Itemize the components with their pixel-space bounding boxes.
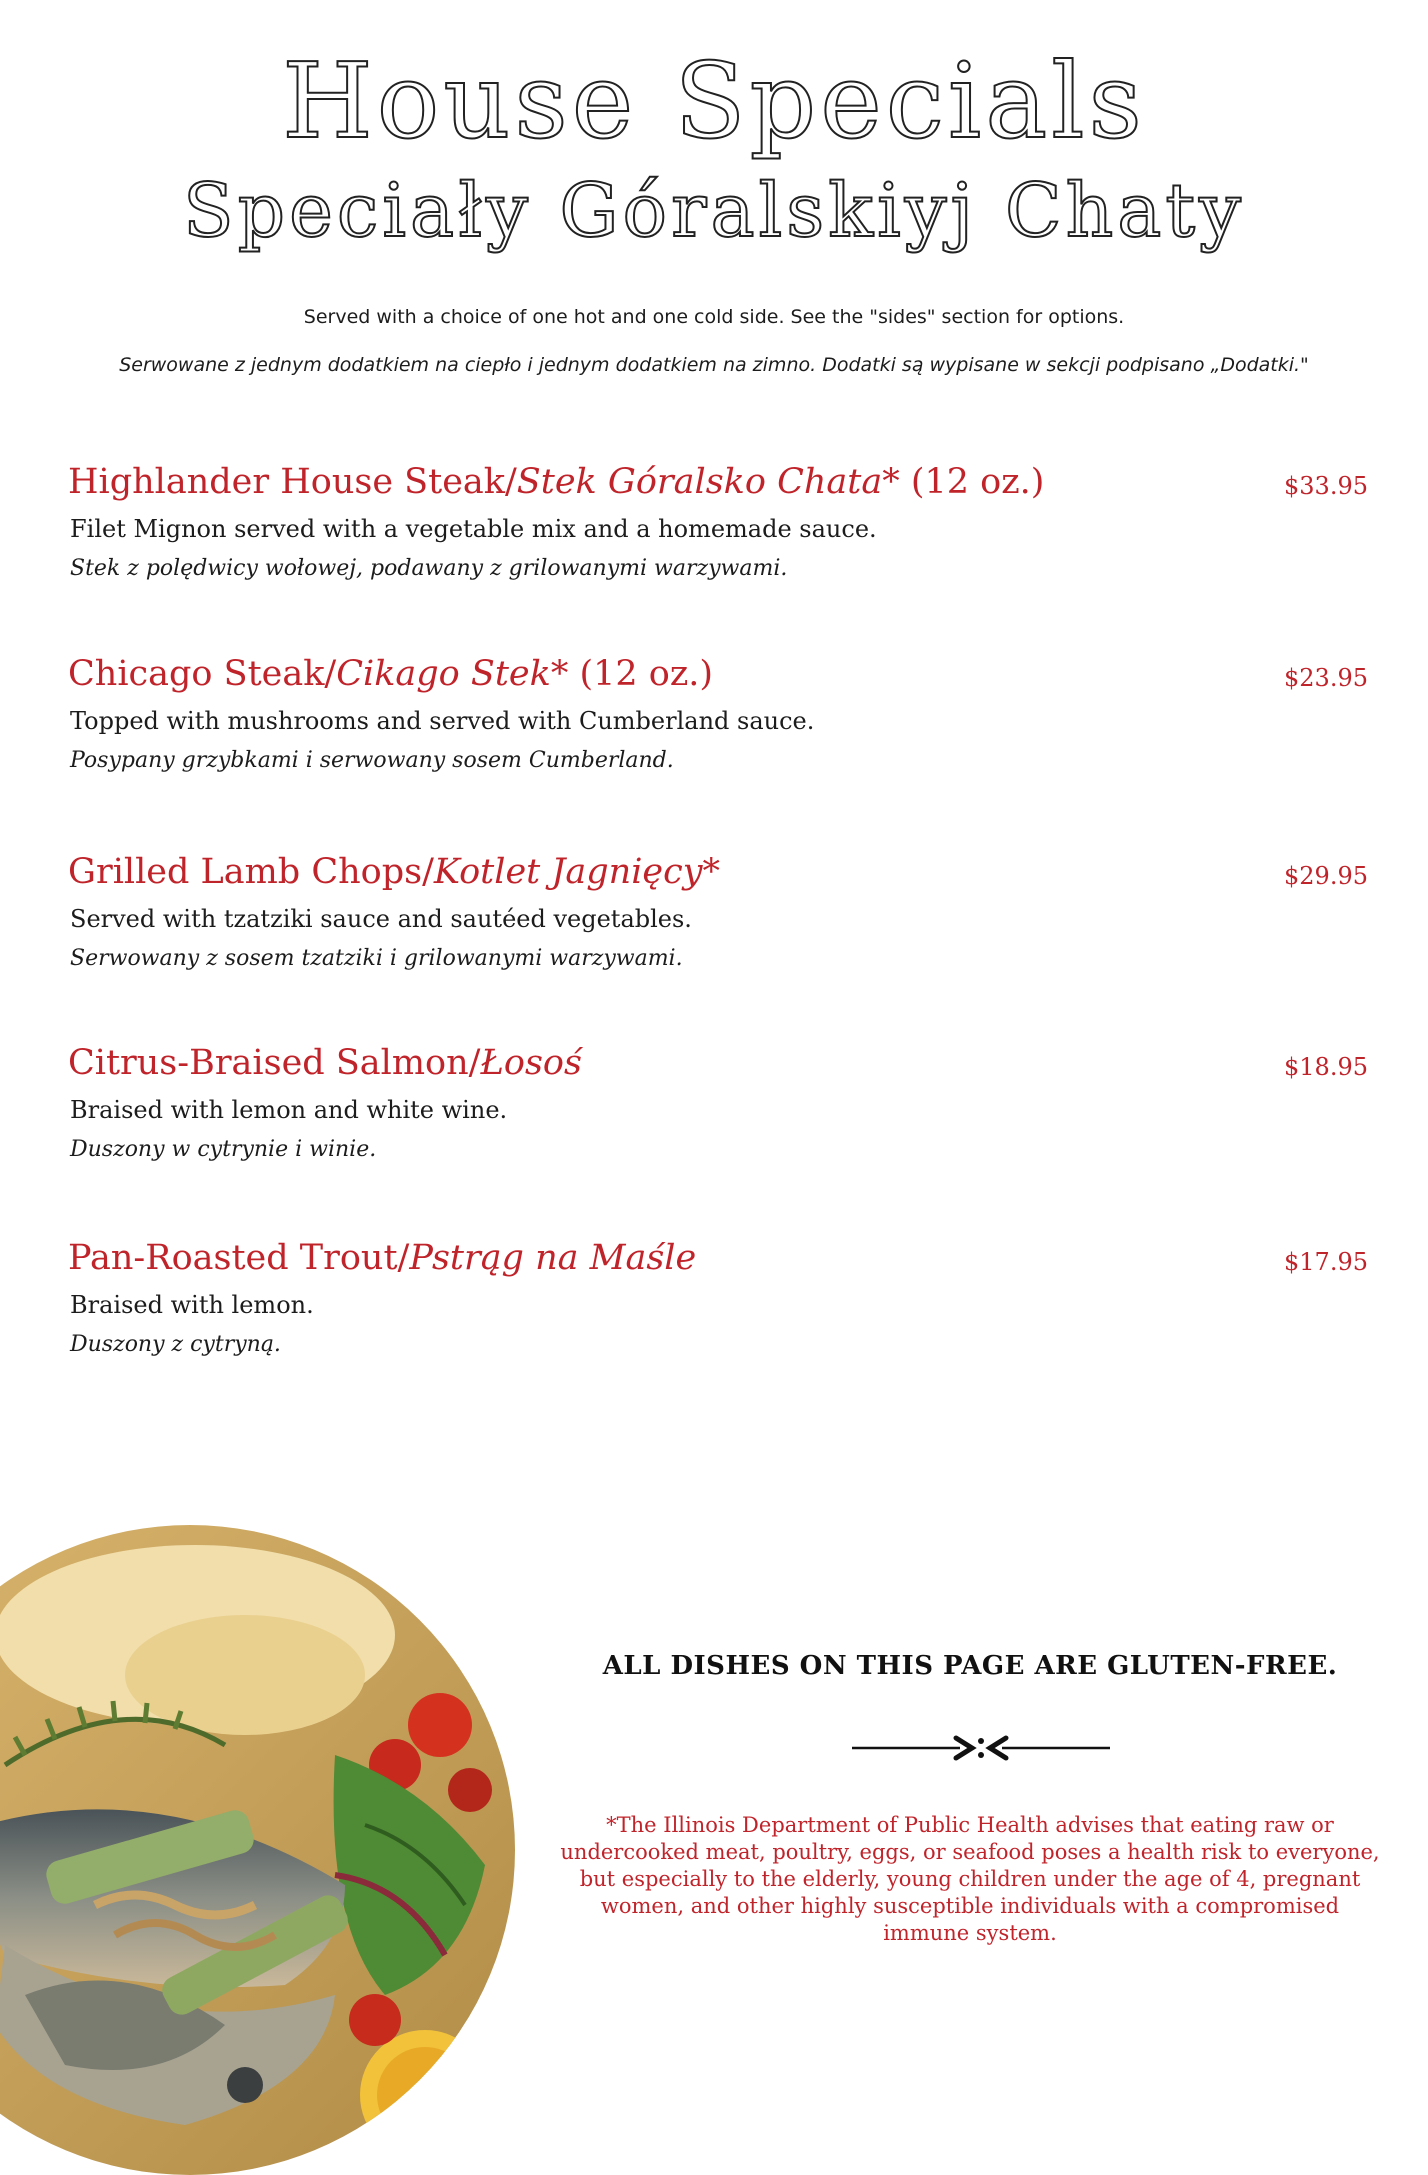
menu-item-name bbox=[68, 462, 1044, 502]
menu-item-name-en: Grilled Lamb Chops/ bbox=[68, 852, 434, 892]
intro-english: Served with a choice of one hot and one cold side. See the "sides" section for options. bbox=[303, 306, 1125, 328]
menu-item-salmon bbox=[0, 1043, 1428, 1193]
dish-illustration bbox=[0, 1525, 515, 2175]
menu-item-description-pl: Duszony z cytryną. bbox=[70, 1332, 281, 1357]
menu-item-name-en: Citrus-Braised Salmon/ bbox=[68, 1043, 481, 1083]
menu-item-name bbox=[68, 654, 713, 694]
menu-item-name-pl: Cikago Stek* bbox=[336, 654, 569, 694]
menu-item-name bbox=[68, 1238, 696, 1278]
menu-item-trout bbox=[0, 1238, 1428, 1388]
menu-item-description-en: Braised with lemon and white wine. bbox=[70, 1096, 508, 1124]
menu-item-description-en: Braised with lemon. bbox=[70, 1291, 314, 1319]
menu-item-name bbox=[68, 852, 720, 892]
menu-item-price: $29.95 bbox=[1284, 862, 1368, 890]
menu-item-description-en: Served with tzatziki sauce and sautéed vegetables. bbox=[70, 905, 692, 933]
gluten-free-note: ALL DISHES ON THIS PAGE ARE GLUTEN-FREE. bbox=[602, 1651, 1338, 1681]
ornamental-divider-icon bbox=[852, 1728, 1110, 1768]
menu-item-chicago-steak bbox=[0, 654, 1428, 804]
menu-item-lamb-chops bbox=[0, 852, 1428, 1002]
page-subtitle: Speciały Góralskiyj Chaty bbox=[183, 168, 1245, 254]
menu-item-name-en: Highlander House Steak/ bbox=[68, 462, 517, 502]
menu-item-name-en: Pan-Roasted Trout/ bbox=[68, 1238, 410, 1278]
menu-item-description-en: Topped with mushrooms and served with Cumberland sauce. bbox=[70, 707, 815, 735]
health-advisory: *The Illinois Department of Public Health advises that eating raw or undercooked meat, poultry, eggs, or seafood poses a health risk to everyone, but especially to the elderly, young children under the age of 4, pregnant women, and other highly susceptible individuals with a compromised immune system. bbox=[560, 1813, 1380, 1945]
menu-item-description-pl: Posypany grzybkami i serwowany sosem Cumberland. bbox=[70, 748, 674, 773]
menu-item-name bbox=[68, 1043, 582, 1083]
menu-item-name-suffix: (12 oz.) bbox=[568, 654, 714, 694]
menu-item-description-pl: Duszony w cytrynie i winie. bbox=[70, 1137, 377, 1162]
menu-item-name-pl: Stek Góralsko Chata* bbox=[516, 462, 900, 502]
menu-item-name-pl: Łosoś bbox=[480, 1043, 582, 1083]
menu-item-name-en: Chicago Steak/ bbox=[68, 654, 337, 694]
menu-item-price: $17.95 bbox=[1284, 1248, 1368, 1276]
menu-item-name-pl: Kotlet Jagnięcy* bbox=[433, 852, 720, 892]
menu-item-price: $18.95 bbox=[1284, 1053, 1368, 1081]
menu-item-description-pl: Serwowany z sosem tzatziki i grilowanymi warzywami. bbox=[70, 946, 683, 971]
trout-dish-photo bbox=[0, 1525, 515, 2175]
menu-item-price: $33.95 bbox=[1284, 472, 1368, 500]
menu-item-highlander-steak bbox=[0, 462, 1428, 612]
menu-item-name-pl: Pstrąg na Maśle bbox=[409, 1238, 697, 1278]
menu-item-price: $23.95 bbox=[1284, 664, 1368, 692]
intro-polish: Serwowane z jednym dodatkiem na ciepło i jednym dodatkiem na zimno. Dodatki są wypisane w sekcji podpisano „Dodatki." bbox=[119, 354, 1309, 376]
menu-item-description-en: Filet Mignon served with a vegetable mix and a homemade sauce. bbox=[70, 515, 877, 543]
page-title: House Specials bbox=[282, 40, 1146, 162]
menu-item-description-pl: Stek z polędwicy wołowej, podawany z grilowanymi warzywami. bbox=[70, 556, 788, 581]
menu-item-name-suffix: (12 oz.) bbox=[899, 462, 1045, 502]
